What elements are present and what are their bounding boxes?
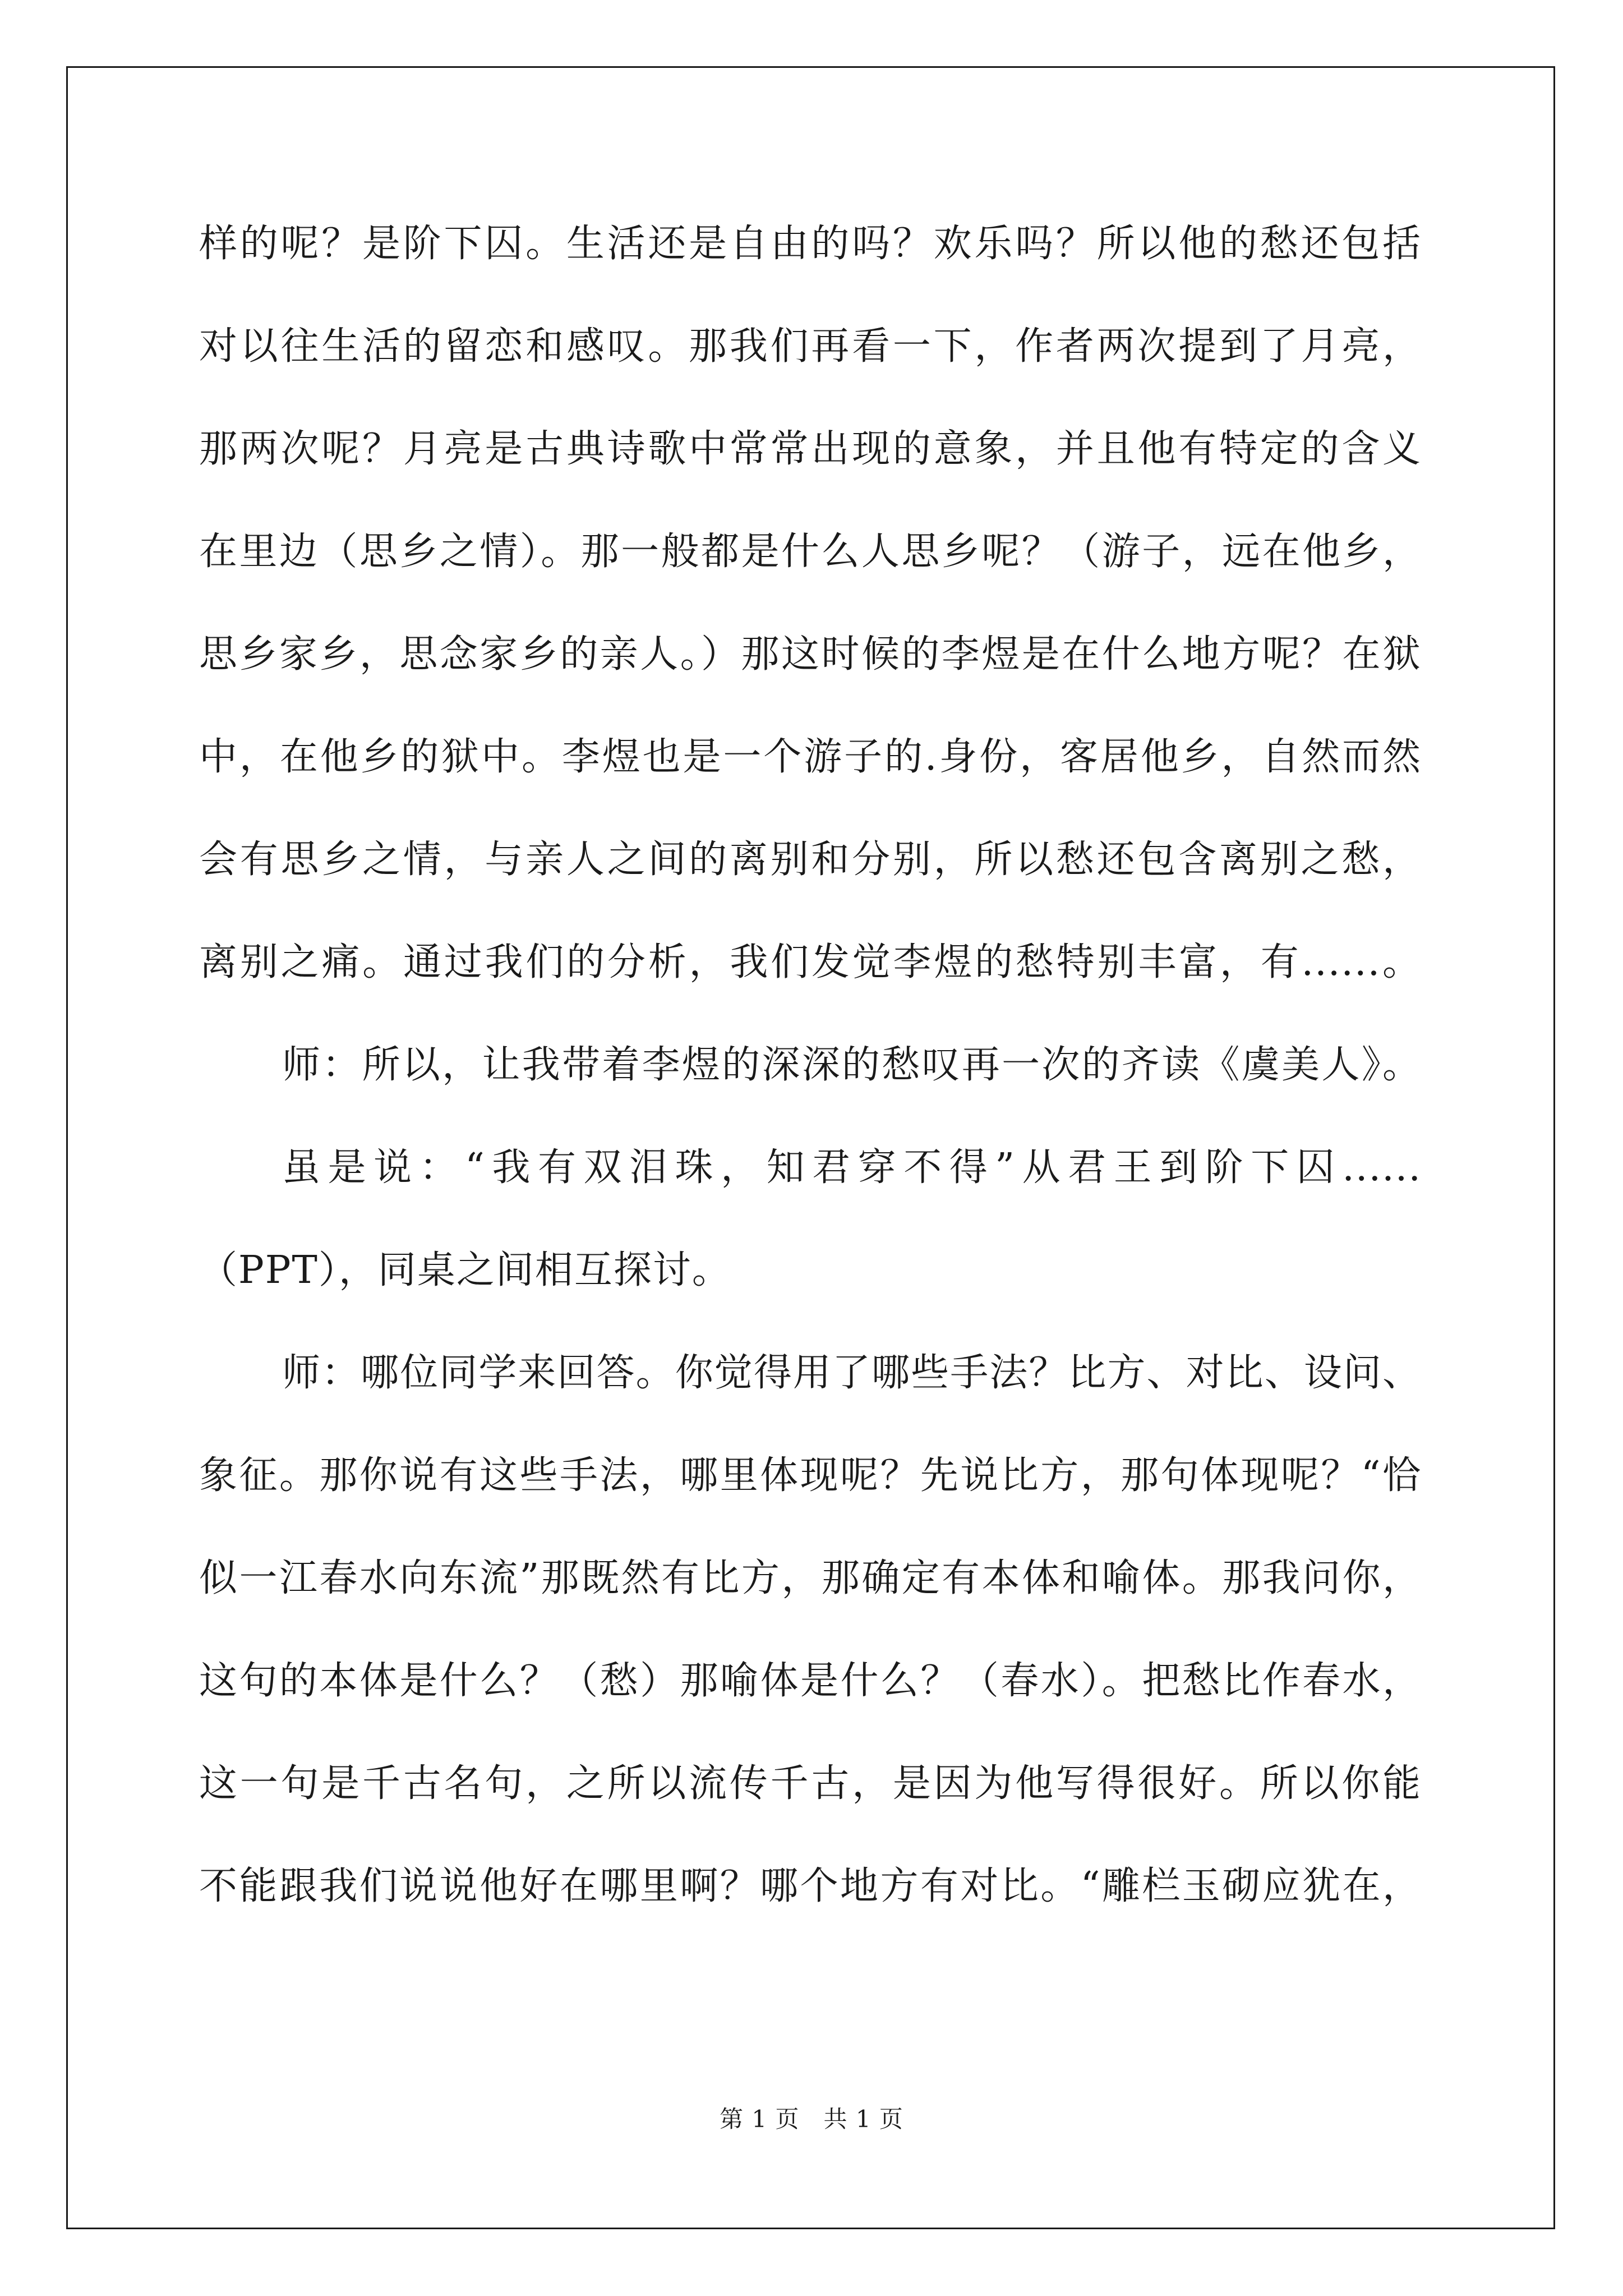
text-line-12: 师：哪位同学来回答。你觉得用了哪些手法？比方、对比、设问、 [282, 1351, 1422, 1395]
text-line-6: 中，在他乡的狱中。李煜也是一个游子的.身份，客居他乡，自然而然 [199, 735, 1422, 779]
text-line-7: 会有思乡之情，与亲人之间的离别和分别，所以愁还包含离别之愁， [199, 838, 1422, 882]
text-line-11: （PPT），同桌之间相互探讨。 [199, 1248, 731, 1292]
text-line-15: 这句的本体是什么？（愁）那喻体是什么？（春水）。把愁比作春水， [199, 1659, 1422, 1703]
text-line-17: 不能跟我们说说他好在哪里啊？哪个地方有对比。“雕栏玉砌应犹在， [199, 1864, 1422, 1908]
text-line-14: 似一江春水向东流”那既然有比方，那确定有本体和喻体。那我问你， [199, 1556, 1422, 1600]
page-number-footer: 第 1 页 共 1 页 [720, 2105, 903, 2133]
text-line-8: 离别之痛。通过我们的分析，我们发觉李煜的愁特别丰富，有......。 [199, 940, 1422, 984]
text-line-9: 师：所以，让我带着李煜的深深的愁叹再一次的齐读《虞美人》。 [282, 1043, 1422, 1087]
text-line-3: 那两次呢？月亮是古典诗歌中常常出现的意象，并且他有特定的含义 [199, 427, 1422, 471]
text-line-2: 对以往生活的留恋和感叹。那我们再看一下，作者两次提到了月亮， [199, 324, 1422, 369]
text-line-13: 象征。那你说有这些手法，哪里体现呢？先说比方，那句体现呢？“恰 [199, 1453, 1422, 1498]
text-line-4: 在里边（思乡之情）。那一般都是什么人思乡呢？（游子，远在他乡， [199, 530, 1422, 574]
text-line-16: 这一句是千古名句，之所以流传千古，是因为他写得很好。所以你能 [199, 1761, 1422, 1806]
text-line-1: 样的呢？是阶下囚。生活还是自由的吗？欢乐吗？所以他的愁还包括 [199, 222, 1422, 266]
text-line-10: 虽是说：“我有双泪珠，知君穿不得”从君王到阶下囚...... [282, 1145, 1422, 1190]
text-line-5: 思乡家乡，思念家乡的亲人。）那这时候的李煜是在什么地方呢？在狱 [199, 632, 1422, 677]
